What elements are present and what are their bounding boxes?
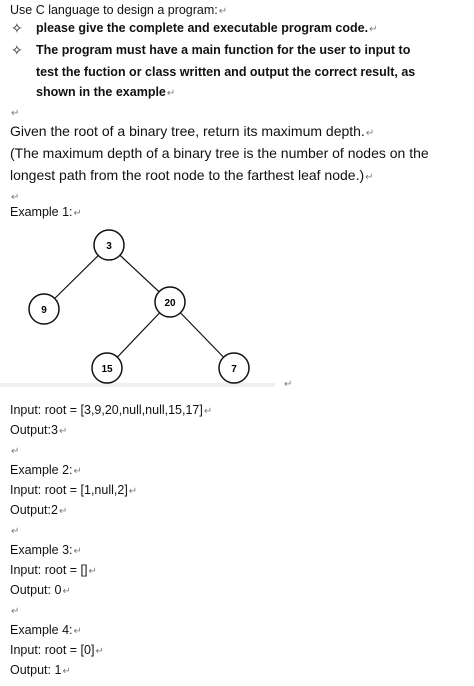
return-mark-icon: ↵: [365, 172, 374, 183]
bullet-item-2-line-2: test the fuction or class written and output the correct result, as: [36, 65, 416, 79]
example-2-output: Output:2↵: [10, 503, 68, 517]
example-3-output: Output: 0↵: [10, 583, 71, 597]
tree-node-20: [155, 287, 185, 317]
tree-node-label: 7: [231, 364, 237, 375]
tree-node-3: [94, 230, 124, 260]
example-2-title: Example 2:↵: [10, 463, 82, 477]
description-line-2: (The maximum depth of a binary tree is the number of nodes on the: [10, 145, 429, 161]
tree-node-label: 20: [164, 298, 176, 309]
tree-node-label: 3: [106, 241, 112, 252]
description-line-3: longest path from the root node to the farthest leaf node.)↵: [10, 167, 374, 183]
return-mark-icon: ↵: [73, 466, 82, 477]
return-mark-icon: ↵: [58, 426, 68, 437]
example-3-title: Example 3:↵: [10, 543, 82, 557]
return-mark-icon: ↵: [11, 108, 20, 119]
return-mark-icon: ↵: [62, 586, 71, 597]
return-mark-icon: ↵: [203, 406, 213, 417]
return-mark-icon: ↵: [58, 506, 68, 517]
bullet-text-1: please give the complete and executable program code.↵: [36, 21, 378, 35]
return-mark-icon: ↵: [73, 626, 82, 637]
blank-paragraph: [10, 440, 19, 462]
description-line-1: Given the root of a binary tree, return its maximum depth.↵: [10, 123, 375, 139]
return-mark-icon: ↵: [11, 446, 20, 457]
bullet-item-2-line-3: shown in the example↵: [36, 85, 176, 99]
return-mark-icon: ↵: [128, 486, 138, 497]
diamond-bullet-icon: ✧: [11, 20, 23, 36]
example-1-output: Output:3↵: [10, 423, 68, 437]
example-1-title: Example 1:↵: [10, 205, 82, 219]
example-4-input: Input: root = [0]↵: [10, 643, 104, 657]
tree-node-label: 9: [41, 305, 47, 316]
example-4-output: Output: 1↵: [10, 663, 71, 677]
return-mark-icon: ↵: [369, 24, 378, 35]
example-1-input: Input: root = [3,9,20,null,null,15,17]↵: [10, 403, 213, 417]
example-3-input: Input: root = []↵: [10, 563, 97, 577]
example-2-input: Input: root = [1,null,2]↵: [10, 483, 138, 497]
return-mark-icon: ↵: [284, 379, 293, 390]
tree-node-7: [219, 353, 249, 383]
intro-text: Use C language to design a program:↵: [10, 3, 228, 17]
return-mark-icon: ↵: [11, 606, 20, 617]
bullet-text-2: The program must have a main function for the user to input to: [36, 43, 411, 57]
example-4-title: Example 4:↵: [10, 623, 82, 637]
blank-paragraph: [10, 600, 19, 622]
return-mark-icon: ↵: [62, 666, 71, 677]
return-mark-icon: ↵: [11, 192, 20, 203]
return-mark-icon: ↵: [11, 526, 20, 537]
diamond-bullet-icon: ✧: [11, 42, 23, 58]
tree-node-label: 15: [101, 364, 113, 375]
return-mark-icon: ↵: [88, 566, 97, 577]
return-mark-icon: ↵: [95, 646, 104, 657]
tree-node-9: [29, 294, 59, 324]
return-mark-icon: ↵: [73, 208, 82, 219]
return-mark-icon: ↵: [218, 6, 228, 17]
tree-node-15: [92, 353, 122, 383]
return-mark-icon: ↵: [365, 128, 375, 139]
return-mark-icon: ↵: [73, 546, 82, 557]
return-mark-icon: ↵: [166, 88, 176, 99]
blank-paragraph: [10, 520, 19, 542]
binary-tree-diagram: [0, 225, 474, 393]
